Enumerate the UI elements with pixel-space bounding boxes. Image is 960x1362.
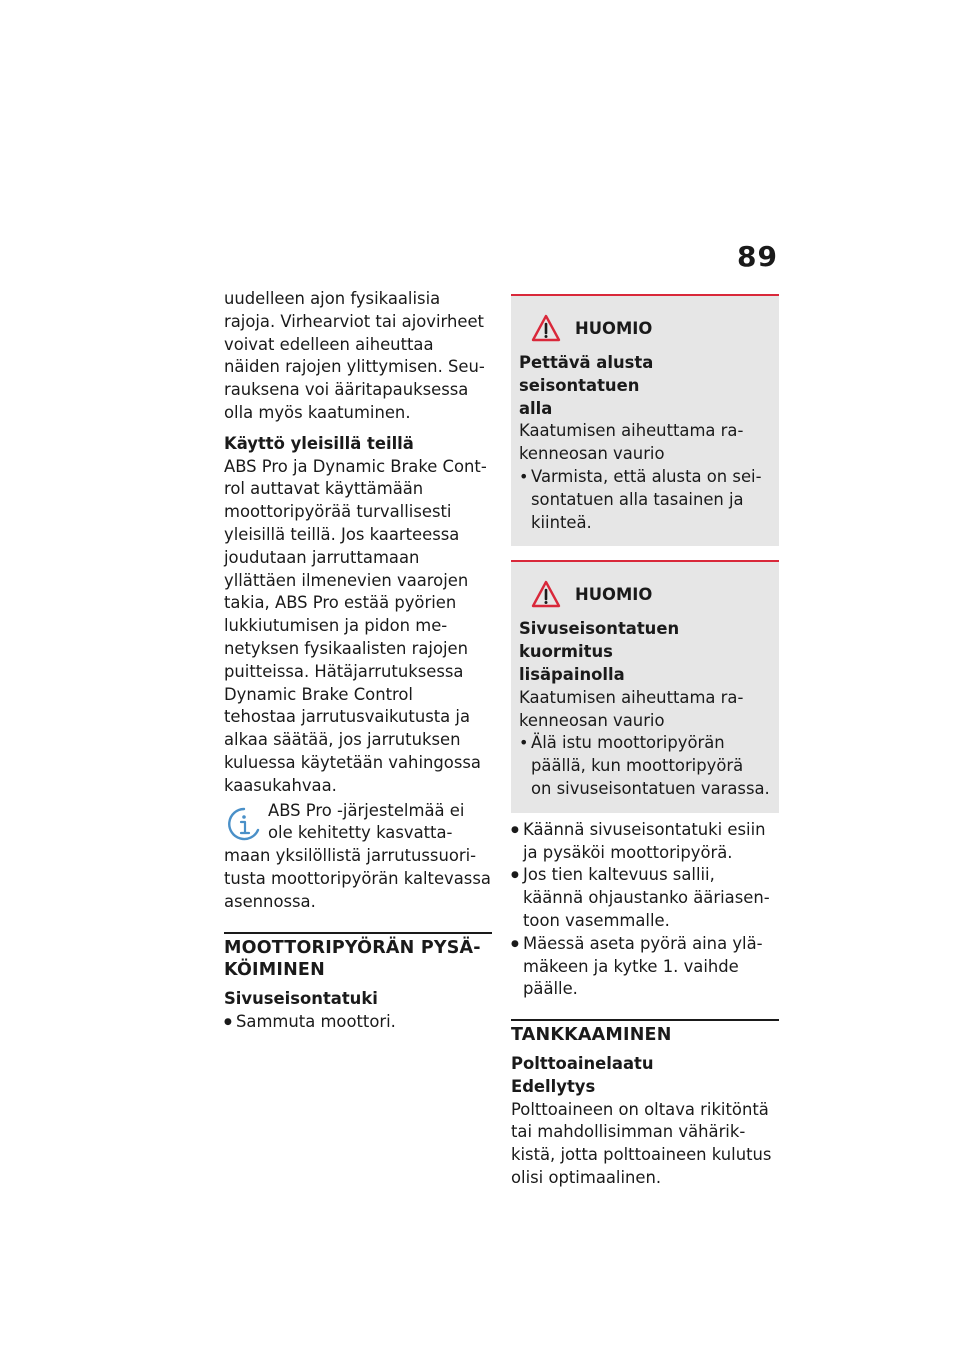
text-line: Mäessä aseta pyörä aina ylä-: [523, 933, 763, 953]
notice-text: [519, 420, 771, 466]
text-line: toon vasemmalle.: [523, 910, 670, 930]
text-line: alla: [519, 398, 553, 418]
list-item: [511, 933, 779, 1001]
text-line: rauksena voi ääritapauksessa: [224, 380, 469, 400]
list-item: [519, 732, 771, 800]
notice-header: [519, 310, 771, 346]
warning-icon: [531, 314, 561, 342]
side-stand-steps: [224, 1011, 492, 1034]
text-line: asennossa.: [224, 891, 316, 911]
list-item: [511, 819, 779, 865]
text-line: kuluessa käytetään vahingossa: [224, 752, 481, 772]
parking-steps: [511, 819, 779, 1001]
list-item: [511, 864, 779, 932]
text-line: ole kehitetty kasvatta-: [268, 823, 453, 843]
text-line: puitteissa. Hätäjarrutuksessa: [224, 661, 464, 681]
text-line: rajoja. Virhearviot tai ajovirheet: [224, 311, 484, 331]
text-line: lisäpainolla: [519, 664, 625, 684]
text-line: kistä, jotta polttoaineen kulutus: [511, 1145, 772, 1165]
text-line: kiinteä.: [531, 512, 592, 532]
text-line: tehostaa jarrutusvaikutusta ja: [224, 707, 471, 727]
info-note: [224, 800, 492, 914]
text-line: mäkeen ja kytke 1. vaihde: [523, 956, 739, 976]
notice-heading: [519, 352, 771, 420]
notice-heading: [519, 618, 771, 686]
notice-label: HUOMIO: [575, 318, 653, 338]
text-line: uudelleen ajon fysikaalisia: [224, 289, 441, 308]
heading-fuel-quality: Polttoainelaatu: [511, 1053, 654, 1073]
text-line: netyksen fysikaalisten rajojen: [224, 638, 469, 658]
left-column: [224, 288, 492, 1034]
public-roads-paragraph: [224, 456, 492, 798]
title-line: KÖIMINEN: [224, 960, 325, 981]
text-line: sontatuen alla tasainen ja: [531, 489, 744, 509]
text-line: on sivuseisontatuen varassa.: [531, 778, 770, 798]
text-line: lukkiutumisen ja pidon me-: [224, 616, 448, 636]
notice-bullets: [519, 732, 771, 800]
text-line: Sivuseisontatuen kuormitus: [519, 619, 680, 662]
section-title-parking: [224, 932, 492, 983]
text-line: päällä, kun moottoripyörä: [531, 756, 744, 776]
page-number: 89: [737, 240, 778, 273]
text-line: ABS Pro ja Dynamic Brake Cont-: [224, 456, 487, 476]
heading-public-roads: Käyttö yleisillä teillä: [224, 433, 414, 453]
right-column: [511, 294, 779, 1190]
text-line: maan yksilöllistä jarrutussuori-: [224, 846, 477, 866]
fuel-paragraph: [511, 1099, 779, 1190]
text-line: näiden rajojen ylittymisen. Seu-: [224, 357, 485, 377]
text-line: alkaa säätää, jos jarrutuksen: [224, 730, 461, 750]
title-line: MOOTTORIPYÖRÄN PYSÄ-: [224, 937, 481, 958]
text-line: joudutaan jarruttamaan: [224, 547, 420, 567]
section-title-refueling: TANKKAAMINEN: [511, 1019, 779, 1047]
text-line: päälle.: [523, 979, 578, 999]
text-line: Varmista, että alusta on sei-: [531, 466, 762, 486]
notice-box: [511, 560, 779, 812]
text-line: Käännä sivuseisontatuki esiin: [523, 819, 766, 839]
text-line: tusta moottoripyörän kaltevassa: [224, 868, 491, 888]
text-line: olisi optimaalinen.: [511, 1167, 662, 1187]
notice-box: [511, 294, 779, 546]
text-line: takia, ABS Pro estää pyörien: [224, 593, 457, 613]
text-line: Jos tien kaltevuus sallii,: [523, 865, 715, 885]
heading-requirement: Edellytys: [511, 1076, 596, 1096]
text-line: kenneosan vaurio: [519, 444, 665, 464]
notice-label: HUOMIO: [575, 584, 653, 604]
notice-header: [519, 576, 771, 612]
heading-side-stand: Sivuseisontatuki: [224, 989, 378, 1009]
text-line: moottoripyörää turvallisesti: [224, 502, 452, 522]
text-line: käännä ohjaustanko ääriasen-: [523, 888, 770, 908]
text-line: olla myös kaatuminen.: [224, 402, 411, 422]
notice-text: [519, 687, 771, 733]
text-line: yllättäen ilmenevien vaarojen: [224, 570, 469, 590]
text-line: rol auttavat käyttämään: [224, 479, 424, 499]
text-line: ja pysäköi moottoripyörä.: [523, 842, 733, 862]
text-line: Kaatumisen aiheuttama ra-: [519, 687, 744, 707]
text-line: Pettävä alusta seisontatuen: [519, 353, 654, 395]
text-line: Polttoaineen on oltava rikitöntä: [511, 1099, 769, 1119]
text-line: kenneosan vaurio: [519, 710, 665, 730]
notice-bullets: [519, 466, 771, 534]
warning-icon: [531, 580, 561, 608]
info-icon: [226, 806, 262, 842]
list-item: ● Sammuta moottori.: [224, 1011, 492, 1034]
text-line: voivat edelleen aiheuttaa: [224, 334, 434, 354]
text-line: tai mahdollisimman vähärik-: [511, 1122, 746, 1142]
text-line: Dynamic Brake Control: [224, 684, 413, 704]
text-line: Älä istu moottoripyörän: [531, 733, 725, 753]
text-line: Kaatumisen aiheuttama ra-: [519, 421, 744, 441]
info-note-text: [224, 800, 492, 914]
list-item: [519, 466, 771, 534]
text-line: ABS Pro -järjestelmää ei: [268, 800, 465, 820]
intro-paragraph: [224, 288, 492, 425]
text-line: yleisillä teillä. Jos kaarteessa: [224, 524, 460, 544]
text-line: kaasukahvaa.: [224, 775, 337, 795]
